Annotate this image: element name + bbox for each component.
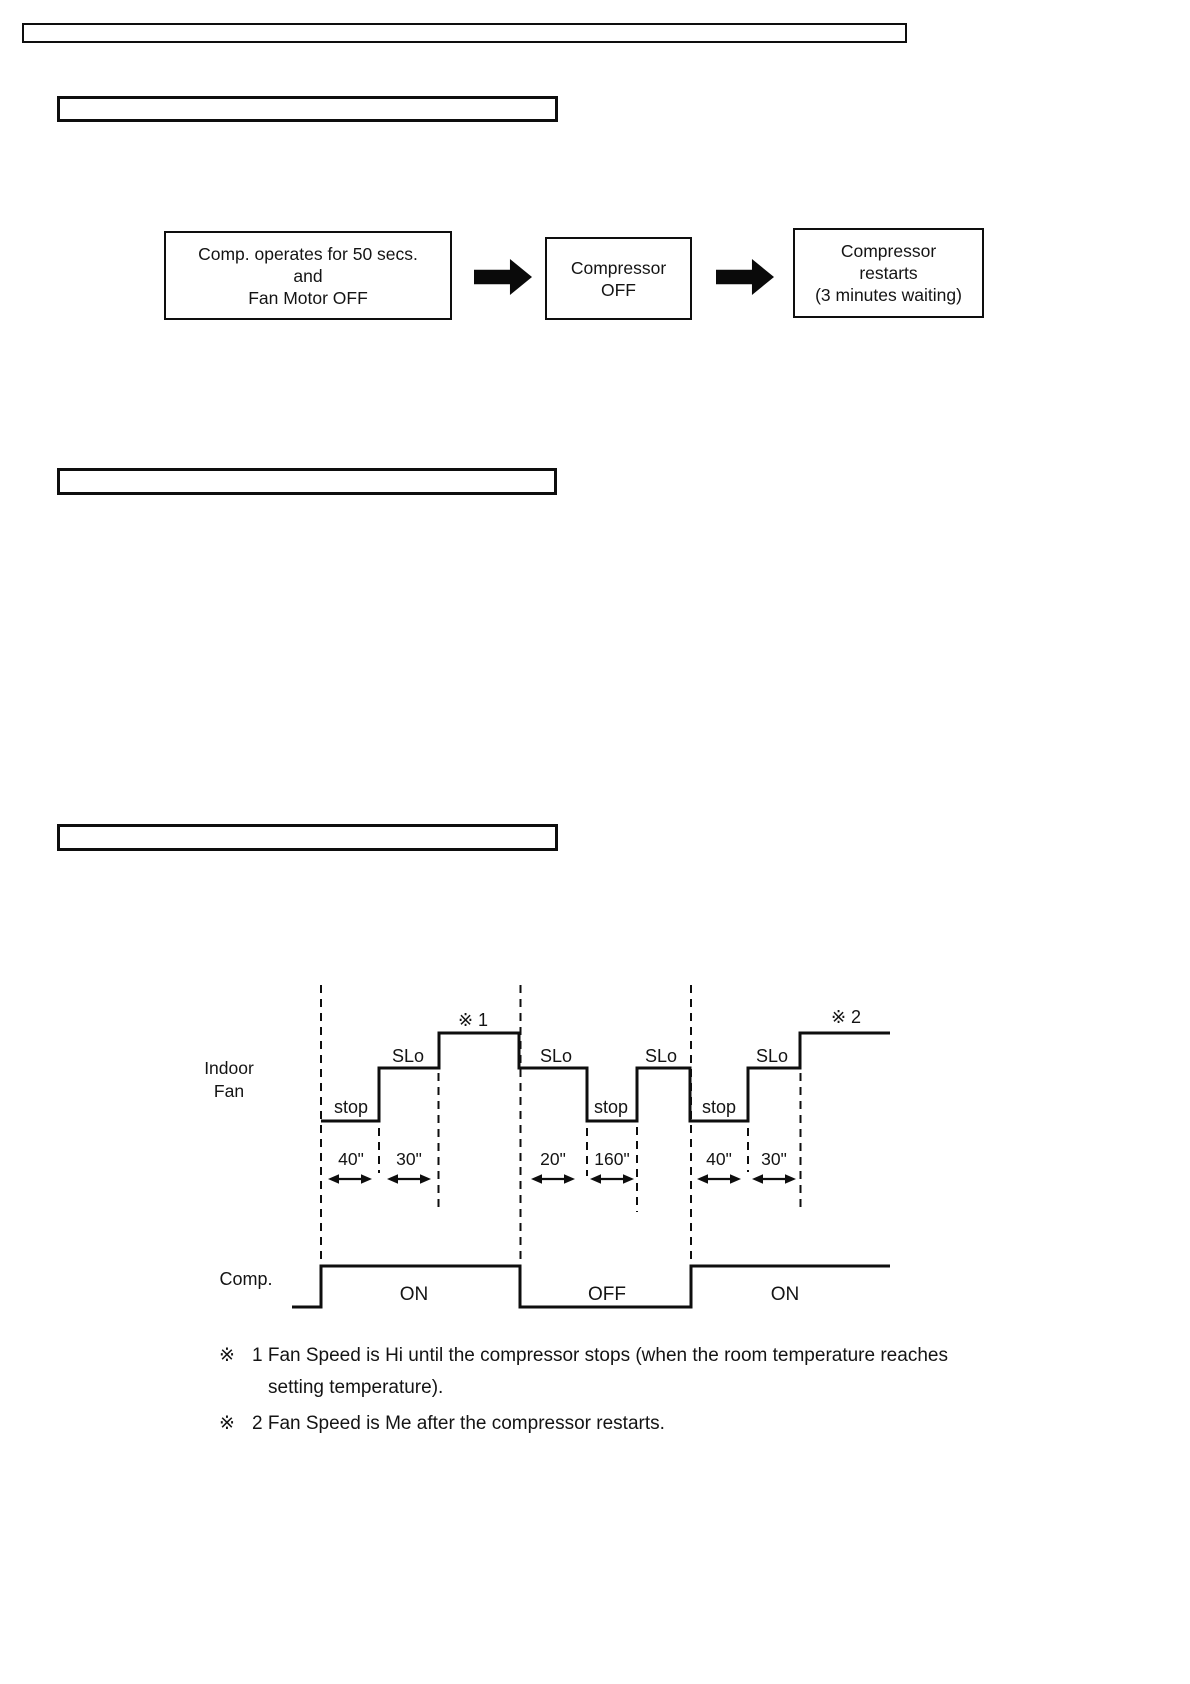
duration-label: 20" xyxy=(540,1149,566,1169)
flow-step-2-line-2: OFF xyxy=(601,279,636,300)
duration-label: 30" xyxy=(761,1149,787,1169)
fan-state-label: stop xyxy=(701,1097,737,1117)
flow-step-1-box xyxy=(164,231,452,320)
footnote-2 xyxy=(219,1408,979,1440)
duration-label: 30" xyxy=(396,1149,422,1169)
comp-state-label: ON xyxy=(770,1284,800,1305)
flow-step-1-line-2: and xyxy=(293,265,323,286)
indoor-fan-track-label: Indoor xyxy=(204,1058,254,1078)
duration-arrow-30s xyxy=(387,1174,431,1184)
duration-label: 40" xyxy=(338,1149,364,1169)
fan-state-label: SLo xyxy=(644,1046,678,1066)
duration-arrow-30s xyxy=(752,1174,796,1184)
section-heading-box-1 xyxy=(57,96,558,122)
reference-mark-icon: ※ xyxy=(219,1413,235,1434)
duration-label: 40" xyxy=(706,1149,732,1169)
comp-state-label: ON xyxy=(399,1284,429,1305)
fan-state-label: SLo xyxy=(755,1046,789,1066)
flow-step-3-line-1: Compressor xyxy=(840,241,937,261)
flow-step-3-line-2: restarts xyxy=(859,263,918,283)
duration-arrow-40s xyxy=(697,1174,741,1184)
compressor-track-label: Comp. xyxy=(219,1269,273,1289)
fan-state-label: stop xyxy=(593,1097,629,1117)
flow-step-1-line-3: Fan Motor OFF xyxy=(248,287,368,308)
flow-arrow-right-icon xyxy=(716,259,774,295)
flow-step-3-box xyxy=(793,228,984,318)
duration-arrow-160s xyxy=(590,1174,634,1184)
flow-step-2-line-1: Compressor xyxy=(570,257,667,278)
flow-step-2-box xyxy=(545,237,692,320)
flow-step-3-line-3: (3 minutes waiting) xyxy=(815,285,962,305)
comp-state-label: OFF xyxy=(588,1284,626,1305)
footnote-2-text xyxy=(252,1408,665,1440)
page-title-bar-box xyxy=(22,23,907,43)
duration-arrow-40s xyxy=(328,1174,372,1184)
fan-state-label: SLo xyxy=(539,1046,573,1066)
reference-mark-2: ※ 2 xyxy=(830,1007,862,1027)
reference-mark-icon: ※ xyxy=(219,1345,235,1366)
fan-compressor-timing-diagram xyxy=(0,950,1190,1350)
footnote-1-line-2: setting temperature). xyxy=(268,1377,444,1398)
section-heading-box-3 xyxy=(57,824,558,851)
section-heading-box-2 xyxy=(57,468,557,495)
indoor-fan-track-label: Fan xyxy=(213,1081,245,1101)
reference-mark-1: ※ 1 xyxy=(457,1010,489,1030)
footnote-1 xyxy=(219,1340,979,1404)
footnote-1-line-1: 1 Fan Speed is Hi until the compressor stops (when the room temperature reaches xyxy=(252,1345,948,1366)
flow-step-1-line-1: Comp. operates for 50 secs. xyxy=(198,243,418,264)
fan-state-label: SLo xyxy=(391,1046,425,1066)
footnote-1-text xyxy=(252,1340,948,1404)
duration-arrow-20s xyxy=(531,1174,575,1184)
duration-label: 160" xyxy=(594,1149,630,1169)
flow-arrow-right-icon xyxy=(474,259,532,295)
fan-state-label: stop xyxy=(333,1097,369,1117)
footnote-2-line-1: 2 Fan Speed is Me after the compressor restarts. xyxy=(252,1413,665,1434)
